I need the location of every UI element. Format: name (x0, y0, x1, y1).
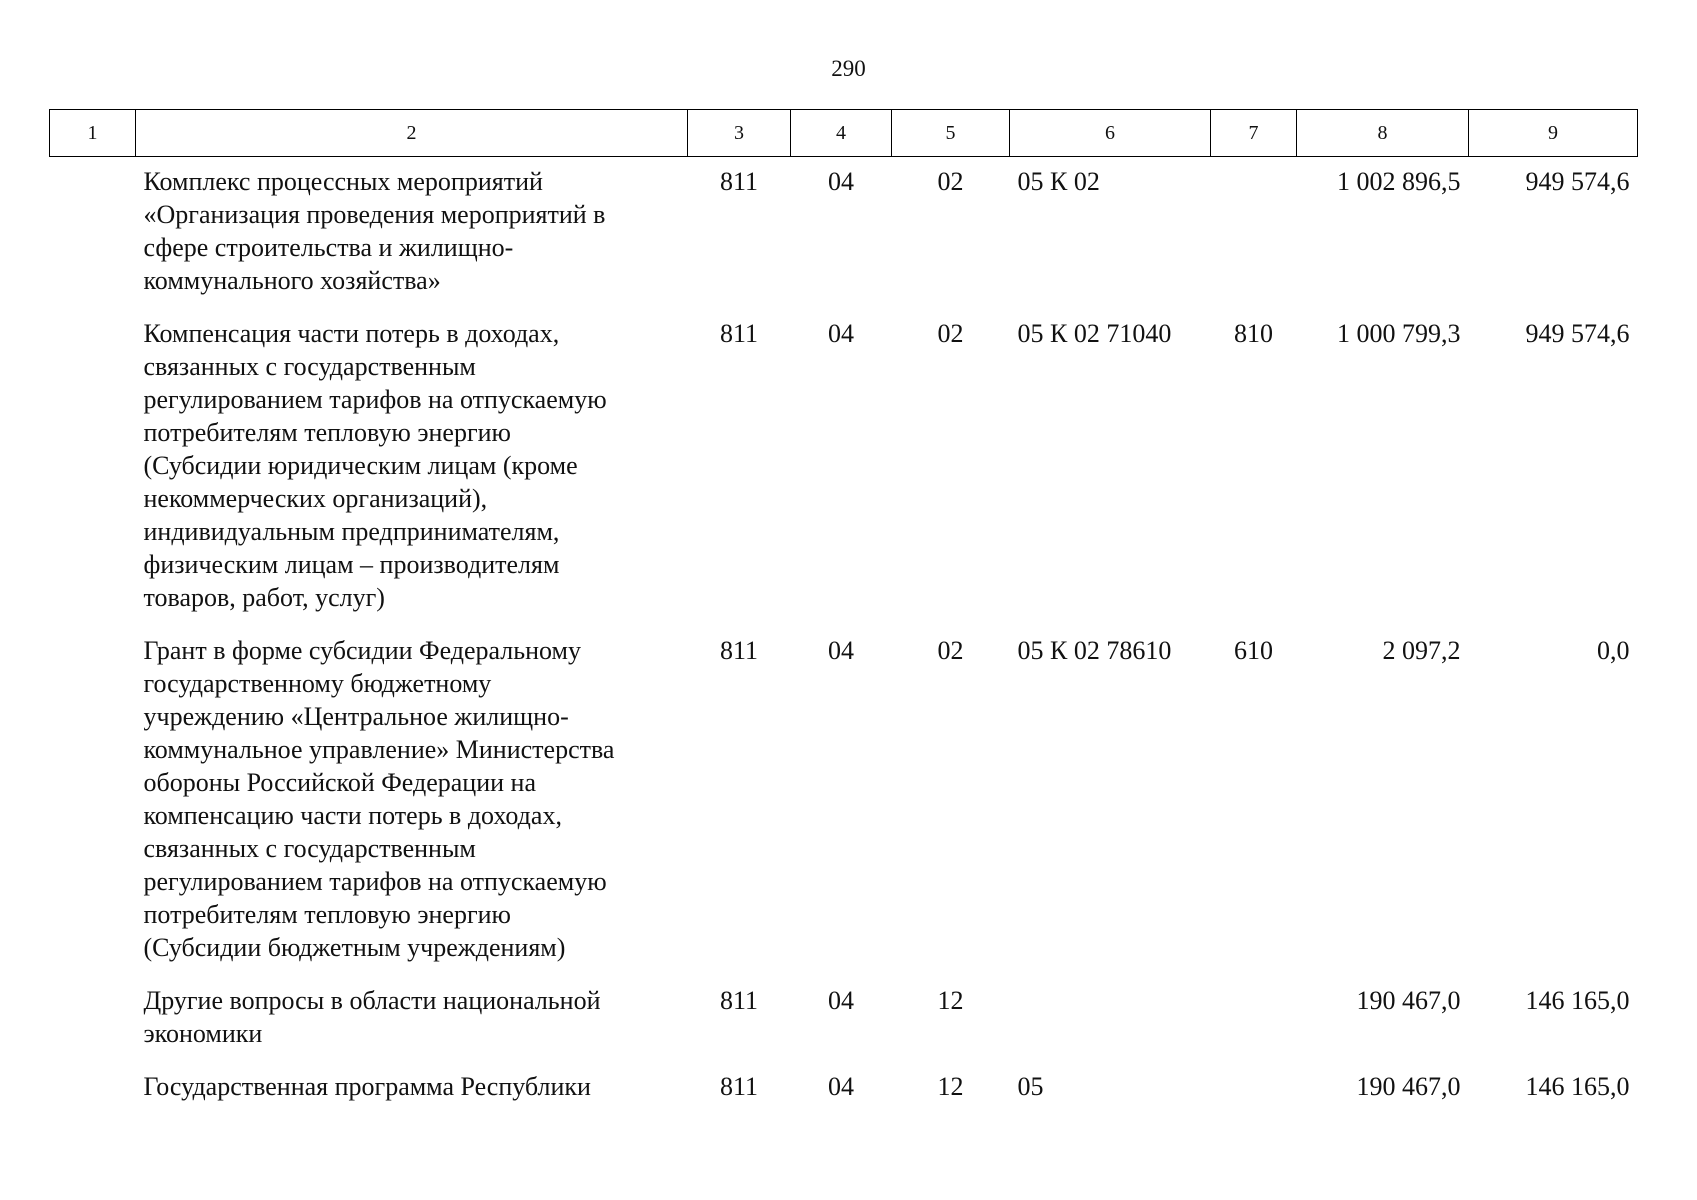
amount-year-2: 949 574,6 (1525, 167, 1630, 196)
target-article-code: 05 К 02 (1017, 167, 1100, 196)
expense-type-code: 610 (1234, 636, 1273, 665)
column-header: 4 (791, 110, 892, 157)
table-row (50, 1062, 1638, 1115)
amount-year-1: 1 002 896,5 (1337, 167, 1461, 196)
amount-year-2: 949 574,6 (1525, 319, 1630, 348)
subsection-code: 12 (937, 1072, 964, 1101)
row-number-cell (50, 626, 136, 976)
column-header: 9 (1469, 110, 1638, 157)
grbs-code: 811 (719, 636, 759, 665)
grbs-code: 811 (719, 986, 759, 1015)
budget-table (49, 109, 1638, 1115)
column-header: 6 (1010, 110, 1211, 157)
target-article-code: 05 (1017, 1072, 1044, 1101)
subsection-code: 02 (937, 319, 964, 348)
item-name-cell (136, 309, 688, 626)
page-number: 290 (831, 56, 866, 81)
column-header: 7 (1211, 110, 1297, 157)
subsection-code: 02 (937, 167, 964, 196)
expense-type-code (1211, 157, 1297, 310)
table-row (50, 976, 1638, 1062)
subsection-code: 02 (937, 636, 964, 665)
item-name-cell (136, 626, 688, 976)
grbs-code: 811 (719, 167, 759, 196)
section-code: 04 (828, 986, 854, 1015)
expense-type-code (1211, 1062, 1297, 1115)
column-header: 2 (136, 110, 688, 157)
column-header: 3 (688, 110, 791, 157)
row-number-cell (50, 309, 136, 626)
column-header: 8 (1297, 110, 1469, 157)
section-code: 04 (828, 167, 854, 196)
section-code: 04 (828, 319, 854, 348)
column-header: 5 (892, 110, 1010, 157)
item-name: Компенсация части потерь в доходах, связанных с государственным регулированием тарифов на отпускаемую потребителям тепловую энергию (Субсидии юридическим лицам (кроме некоммерческих организаций), индивидуальным предпринимателям, физическим лицам – производителям товаров, работ, услуг) (143, 319, 607, 612)
target-article-code: 05 К 02 78610 (1017, 636, 1172, 665)
table-row (50, 157, 1638, 310)
amount-year-2: 0,0 (1597, 636, 1630, 665)
amount-year-1: 190 467,0 (1356, 1072, 1461, 1101)
section-code: 04 (828, 636, 854, 665)
item-name: Другие вопросы в области национальной экономики (143, 986, 601, 1048)
column-header: 1 (50, 110, 136, 157)
header-row (50, 110, 1638, 157)
amount-year-1: 1 000 799,3 (1337, 319, 1461, 348)
row-number-cell (50, 157, 136, 310)
item-name-cell (136, 1062, 688, 1115)
target-article-code (1010, 976, 1211, 1062)
amount-year-2: 146 165,0 (1525, 986, 1630, 1015)
expense-type-code (1211, 976, 1297, 1062)
subsection-code: 12 (937, 986, 964, 1015)
target-article-code: 05 К 02 71040 (1017, 319, 1172, 348)
item-name: Комплекс процессных мероприятий «Организация проведения мероприятий в сфере строительства и жилищно- коммунального хозяйства» (143, 167, 606, 295)
table-row (50, 626, 1638, 976)
amount-year-1: 190 467,0 (1356, 986, 1461, 1015)
amount-year-2: 146 165,0 (1525, 1072, 1630, 1101)
amount-year-1: 2 097,2 (1382, 636, 1461, 665)
section-code: 04 (828, 1072, 854, 1101)
grbs-code: 811 (719, 1072, 759, 1101)
item-name-cell (136, 976, 688, 1062)
expense-type-code: 810 (1234, 319, 1273, 348)
item-name: Государственная программа Республики (143, 1072, 591, 1101)
row-number-cell (50, 1062, 136, 1115)
row-number-cell (50, 976, 136, 1062)
table-row (50, 309, 1638, 626)
item-name-cell (136, 157, 688, 310)
grbs-code: 811 (719, 319, 759, 348)
item-name: Грант в форме субсидии Федеральному государственному бюджетному учреждению «Центральное жилищно- коммунальное управление» Министерства обороны Российской Федерации на компенсацию части потерь в доходах, связанных с государственным регулированием тарифов на отпускаемую потребителям тепловую энергию (Субсидии бюджетным учреждениям) (143, 636, 615, 962)
